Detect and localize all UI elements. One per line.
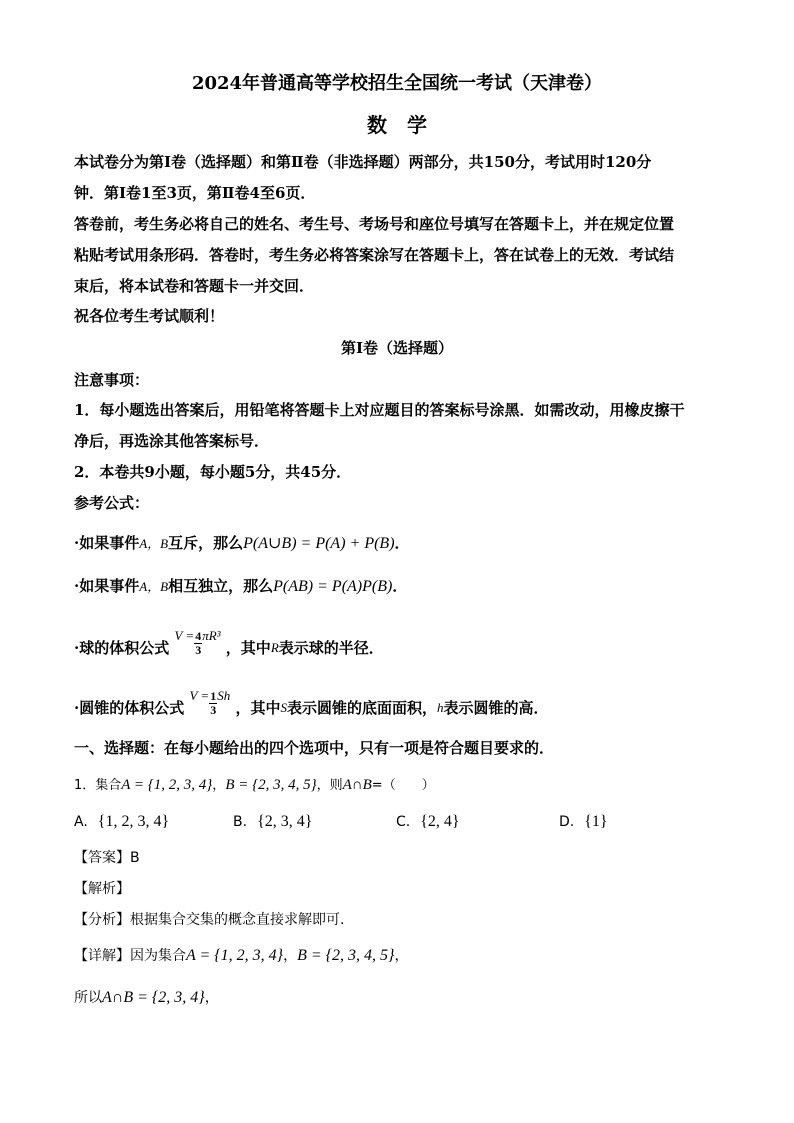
formula-4-text: ·圆锥的体积公式 (74, 699, 185, 717)
part-one-heading: 第Ⅰ卷（选择题） (340, 339, 454, 357)
formula-1-mid: 互斥，那么 (168, 534, 244, 552)
option-d-value: {1} (584, 813, 608, 830)
conclusion-end: ， (204, 990, 219, 1006)
formula-2-vars: A，B (139, 579, 169, 594)
formula-2-mid: 相互独立，那么 (168, 577, 274, 595)
formula-3-denominator: 3 (195, 643, 202, 657)
formula-4-lhs: V = (189, 688, 210, 703)
fenxi-text: 根据集合交集的概念直接求解即可. (130, 912, 345, 928)
option-c (396, 812, 460, 832)
option-a-value: {1, 2, 3, 4} (97, 813, 170, 830)
detail-end: ， (394, 948, 409, 964)
formula-3-lhs: V = (174, 628, 195, 643)
conclusion-line (74, 988, 219, 1008)
detail-tag: 【详解】 (74, 948, 130, 964)
notice-title: 注意事项： (74, 371, 150, 389)
formula-3-numerator: 4 (195, 629, 202, 643)
formula-3-rhs: πR³ (202, 628, 221, 643)
detail-comma: ， (283, 948, 298, 964)
question-1-paren: =（ ） (371, 778, 435, 793)
formula-4-numerator: 1 (210, 689, 217, 703)
formula-3-fraction (194, 630, 202, 657)
option-d-label: D. (559, 814, 575, 830)
intro-paragraph-2-line-1: 答卷前，考生务必将自己的姓名、考生号、考场号和座位号填写在答题卡上，并在规定位置 (74, 215, 675, 233)
option-a (74, 812, 169, 832)
fenxi-tag: 【分析】 (74, 912, 130, 928)
exam-title: 2024年普通高等学校招生全国统一考试（天津卷） (191, 73, 603, 94)
detail-set-a: A = {1, 2, 3, 4} (186, 947, 284, 964)
option-a-label: A. (74, 814, 88, 830)
question-1-number: 1．集合 (74, 778, 122, 793)
question-1-tail: ，则 (316, 778, 343, 793)
fenxi-line (74, 910, 344, 930)
formula-3-var: R (270, 640, 279, 655)
formula-3-text: ·球的体积公式 (74, 639, 170, 657)
formula-sphere-volume (74, 628, 384, 668)
question-1-comma: ， (212, 778, 226, 793)
formula-3-end: 表示球的半径． (278, 639, 384, 657)
question-1-expression: A∩B (342, 777, 372, 793)
intro-paragraph-1-line-2: 钟．第Ⅰ卷1至3页，第Ⅱ卷4至6页． (74, 184, 316, 202)
formula-1-text: ·如果事件 (74, 534, 140, 552)
answer-tag: 【答案】 (74, 850, 130, 866)
formula-3-mid: ，其中 (225, 639, 271, 657)
option-c-label: C. (396, 814, 411, 830)
question-1-set-b: B = {2, 3, 4, 5} (225, 777, 317, 793)
answer-value: B (130, 850, 140, 866)
question-1-set-a: A = {1, 2, 3, 4} (121, 777, 213, 793)
formula-independent (74, 576, 407, 597)
reference-formulas-title: 参考公式： (74, 494, 150, 512)
formula-2-expression: P(AB) = P(A)P(B) (273, 578, 393, 595)
formula-cone-volume (74, 688, 548, 728)
formula-4-var-h: h (436, 700, 444, 715)
formula-1-end: ． (394, 534, 410, 552)
formula-1-vars: A，B (139, 536, 169, 551)
intro-paragraph-1-line-1: 本试卷分为第Ⅰ卷（选择题）和第Ⅱ卷（非选择题）两部分，共150分，考试用时120分 (74, 153, 652, 171)
conclusion-text: 所以 (74, 990, 102, 1006)
question-1 (74, 775, 435, 796)
option-c-value: {2, 4} (420, 813, 460, 830)
formula-4-rhs: Sh (217, 688, 231, 703)
good-luck-line: 祝各位考生考试顺利！ (74, 307, 225, 325)
notice-1-line-2: 净后，再选涂其他答案标号． (74, 432, 270, 450)
formula-4-fraction (209, 690, 217, 717)
option-b-value: {2, 3, 4} (257, 813, 313, 830)
detail-line (74, 946, 408, 966)
section-one-heading: 一、选择题：在每小题给出的四个选项中，只有一项是符合题目要求的． (74, 739, 555, 757)
formula-1-expression: P(A∪B) = P(A) + P(B) (243, 535, 395, 552)
formula-4-var-s: S (280, 700, 287, 715)
formula-4-mid: ，其中 (235, 699, 281, 717)
formula-4-denominator: 3 (210, 703, 217, 717)
analysis-tag: 【解析】 (74, 881, 130, 897)
detail-set-b: B = {2, 3, 4, 5} (297, 947, 395, 964)
option-b (233, 812, 312, 832)
conclusion-expression: A∩B = {2, 3, 4} (102, 989, 205, 1006)
option-b-label: B. (233, 814, 248, 830)
formula-mutually-exclusive (74, 533, 410, 554)
intro-paragraph-2-line-3: 束后，将本试卷和答题卡一并交回． (74, 277, 315, 295)
notice-2: 2．本卷共9小题，每小题5分，共45分． (74, 463, 352, 481)
intro-paragraph-2-line-2: 粘贴考试用条形码．答卷时，考生务必将答案涂写在答题卡上，答在试卷上的无效．考试结 (74, 246, 675, 264)
subject-title: 数 学 (367, 113, 427, 137)
detail-text: 因为集合 (130, 948, 186, 964)
formula-2-text: ·如果事件 (74, 577, 140, 595)
formula-4-mid-2: 表示圆锥的底面面积， (286, 699, 437, 717)
formula-2-end: ． (392, 577, 408, 595)
answer-line (74, 848, 140, 868)
notice-1-line-1: 1．每小题选出答案后，用铅笔将答题卡上对应题目的答案标号涂黑．如需改动，用橡皮擦干 (74, 401, 685, 419)
option-d (559, 812, 608, 832)
formula-4-end: 表示圆锥的高． (443, 699, 549, 717)
